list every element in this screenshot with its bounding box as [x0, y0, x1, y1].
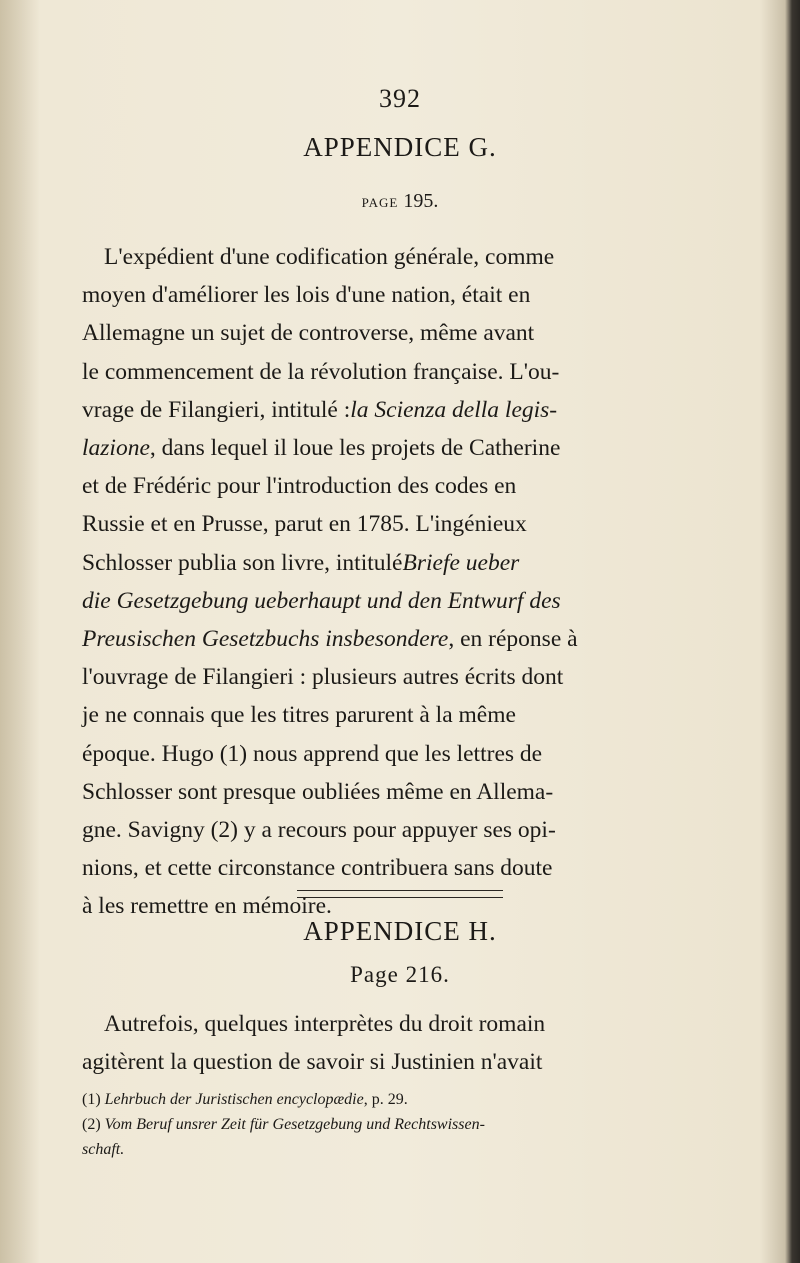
page-value: 195.	[403, 190, 439, 212]
appendix-h-page-ref: Page 216.	[350, 962, 450, 987]
text-line: nions, et cette circonstance contribuera sans doute	[82, 855, 553, 882]
text-line: à les remettre en mémoire.	[82, 893, 332, 920]
appendix-h-heading: APPENDICE H.	[303, 916, 497, 946]
italic-title: Briefe ueber	[402, 549, 520, 576]
italic-title: la Scienza della legis-	[350, 396, 558, 423]
text-line: Allemagne un sujet de controverse, même avant	[82, 320, 535, 347]
text-line: et de Frédéric pour l'introduction des codes en	[82, 473, 517, 500]
appendix-h-paragraph	[82, 1005, 710, 1081]
text-line: agitèrent la question de savoir si Justinien n'avait	[82, 1049, 543, 1076]
italic-title: Preusischen Gesetzbuchs insbesondere	[82, 626, 449, 653]
text-line: vrage de Filangieri, intitulé : la Scienza della legis-	[82, 391, 710, 429]
text-line: l'ouvrage de Filangieri : plusieurs autres écrits dont	[82, 664, 564, 691]
text-line: Preusischen Gesetzbuchs insbesondere , en réponse à	[82, 620, 710, 658]
section-divider	[297, 890, 503, 898]
text-line: Russie et en Prusse, parut en 1785. L'ingénieux	[82, 511, 527, 538]
text-line: le commencement de la révolution française. L'ou-	[82, 358, 560, 385]
footnote-continuation: schaft.	[82, 1141, 125, 1158]
text-line: époque. Hugo (1) nous apprend que les lettres de	[82, 740, 543, 767]
text-line	[82, 582, 710, 620]
appendix-g-page-ref	[0, 190, 800, 213]
page-label: PAGE	[361, 195, 399, 210]
text-line: Autrefois, quelques interprètes du droit romain	[104, 1011, 546, 1037]
text-line: gne. Savigny (2) y a recours pour appuyer ses opi-	[82, 817, 556, 844]
text-line: lazione , dans lequel il loue les projets de Catherine	[82, 429, 710, 467]
text-line: Schlosser publia son livre, intitulé Briefe ueber	[82, 544, 710, 582]
appendix-g-heading: APPENDICE G.	[303, 132, 497, 162]
appendix-g-paragraph	[82, 238, 710, 926]
footnote: (2) Vom Beruf unsrer Zeit für Gesetzgebung und Rechtswissen-	[82, 1116, 485, 1133]
footnote: (1) Lehrbuch der Juristischen encyclopædie, p. 29.	[82, 1091, 408, 1108]
page-number: 392	[379, 84, 421, 113]
italic-title: die Gesetzgebung ueberhaupt und den Entwurf des	[82, 587, 561, 614]
text-line: je ne connais que les titres parurent à la même	[82, 702, 516, 729]
text-line: Schlosser sont presque oubliées même en Allema-	[82, 778, 554, 805]
text-line: L'expédient d'une codification générale, comme	[104, 244, 555, 270]
text-line: moyen d'améliorer les lois d'une nation, était en	[82, 282, 531, 309]
footnotes	[82, 1087, 710, 1162]
italic-title: lazione	[82, 435, 150, 462]
